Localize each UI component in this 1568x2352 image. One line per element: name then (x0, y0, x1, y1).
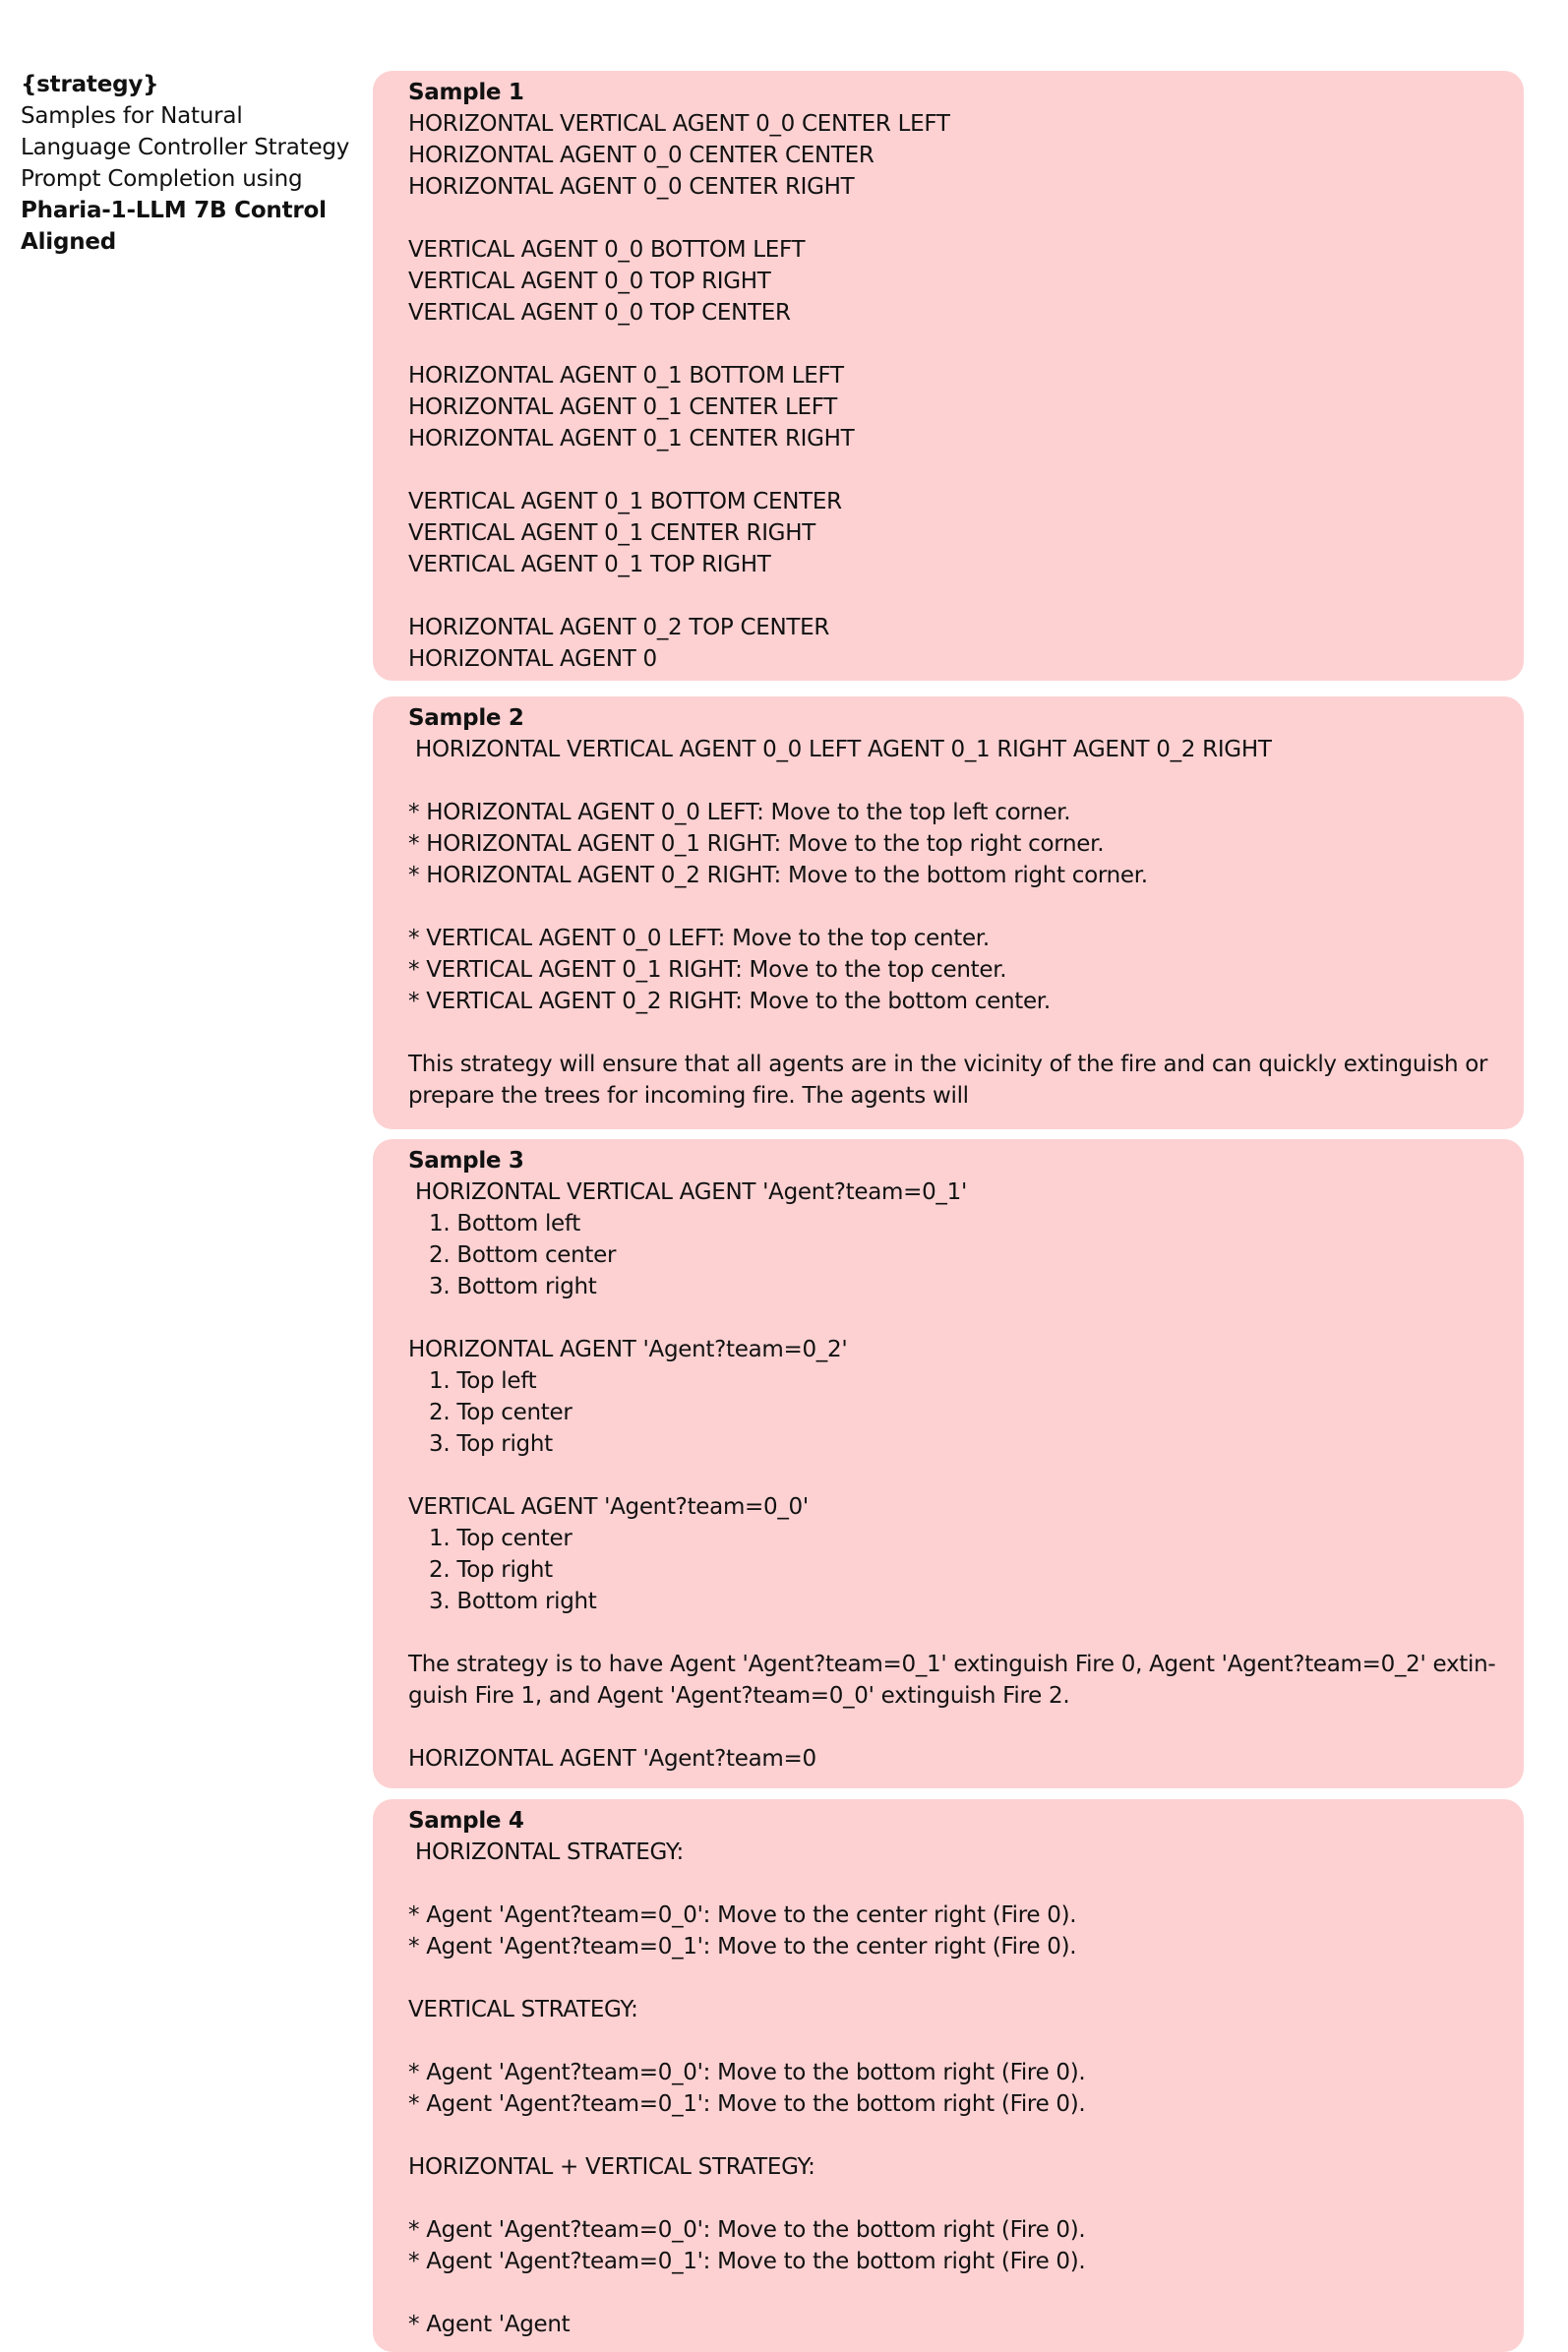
sample-line (408, 1302, 1504, 1334)
sample-line: HORIZONTAL AGENT 0_1 CENTER LEFT (408, 394, 837, 420)
sample-box-4 (373, 1799, 1524, 2352)
sample-line: HORIZONTAL AGENT 'Agent?team=0_2' (408, 1337, 848, 1362)
sample-line: VERTICAL AGENT 0_1 TOP RIGHT (408, 552, 771, 577)
sample-line: 3. Bottom right (408, 1274, 597, 1299)
sample-line: VERTICAL AGENT 'Agent?team=0_0' (408, 1494, 809, 1520)
sample-line: HORIZONTAL + VERTICAL STRATEGY: (408, 2154, 815, 2180)
sample-line (408, 203, 1504, 234)
sample-line: 1. Top center (408, 1526, 573, 1551)
sample-line: prepare the trees for incoming fire. The agents will (408, 1083, 969, 1109)
sample-line: HORIZONTAL AGENT 0_2 TOP CENTER (408, 615, 830, 640)
sample-line: 2. Bottom center (408, 1242, 617, 1268)
sample-line: VERTICAL AGENT 0_0 TOP RIGHT (408, 269, 771, 294)
sample-line: VERTICAL STRATEGY: (408, 1997, 638, 2022)
sample-line: * VERTICAL AGENT 0_2 RIGHT: Move to the bottom center. (408, 989, 1051, 1014)
sample-line: VERTICAL AGENT 0_1 BOTTOM CENTER (408, 489, 842, 514)
sample-line: 3. Bottom right (408, 1589, 597, 1614)
sample-line: The strategy is to have Agent 'Agent?team=0_1' extinguish Fire 0, Agent 'Agent?team=0_2' extin- (408, 1652, 1496, 1677)
caption-line: Aligned (21, 229, 117, 255)
sample-line (408, 1460, 1504, 1491)
sample-title: Sample 4 (408, 1808, 524, 1834)
sample-line: HORIZONTAL AGENT 0_0 CENTER CENTER (408, 143, 874, 168)
caption-line: Prompt Completion using (21, 166, 303, 192)
sample-line (408, 454, 1504, 486)
sample-line: 2. Top center (408, 1400, 573, 1425)
sample-line: * HORIZONTAL AGENT 0_1 RIGHT: Move to the top right corner. (408, 831, 1105, 857)
sample-title: Sample 3 (408, 1148, 524, 1174)
sample-box-2 (373, 696, 1524, 1129)
caption-line: Samples for Natural (21, 103, 243, 129)
sample-line: 1. Top left (408, 1368, 537, 1394)
sample-line: HORIZONTAL AGENT 0_1 CENTER RIGHT (408, 426, 855, 452)
sample-line (408, 1962, 1504, 1994)
sample-line: * VERTICAL AGENT 0_0 LEFT: Move to the top center. (408, 926, 990, 951)
sample-line: * Agent 'Agent?team=0_0': Move to the bottom right (Fire 0). (408, 2060, 1086, 2085)
sample-line: 3. Top right (408, 1431, 553, 1457)
sample-line (408, 580, 1504, 612)
sample-line: * Agent 'Agent?team=0_1': Move to the bottom right (Fire 0). (408, 2091, 1086, 2117)
sample-line: 1. Bottom left (408, 1211, 581, 1236)
sample-line (408, 2025, 1504, 2057)
sample-box-1 (373, 71, 1524, 681)
sample-line: * Agent 'Agent?team=0_0': Move to the center right (Fire 0). (408, 1902, 1077, 1928)
sample-line: HORIZONTAL STRATEGY: (408, 1839, 685, 1865)
sample-line: * Agent 'Agent?team=0_1': Move to the bottom right (Fire 0). (408, 2249, 1086, 2274)
sample-line: * HORIZONTAL AGENT 0_2 RIGHT: Move to the bottom right corner. (408, 863, 1148, 888)
sample-line (408, 1868, 1504, 1900)
sample-box-3 (373, 1139, 1524, 1788)
sample-line: VERTICAL AGENT 0_0 TOP CENTER (408, 300, 791, 326)
sample-line: * Agent 'Agent?team=0_0': Move to the bottom right (Fire 0). (408, 2217, 1086, 2243)
sample-line (408, 2120, 1504, 2151)
sample-title: Sample 1 (408, 80, 524, 105)
sample-line: VERTICAL AGENT 0_0 BOTTOM LEFT (408, 237, 806, 263)
caption-line: Pharia-1-LLM 7B Control (21, 198, 327, 223)
caption-line: Language Controller Strategy (21, 135, 350, 160)
sample-line: * Agent 'Agent?team=0_1': Move to the center right (Fire 0). (408, 1934, 1077, 1960)
sample-line: HORIZONTAL AGENT 'Agent?team=0 (408, 1746, 816, 1772)
sample-line: HORIZONTAL VERTICAL AGENT 0_0 LEFT AGENT 0_1 RIGHT AGENT 0_2 RIGHT (408, 737, 1272, 762)
sample-line (408, 1017, 1504, 1049)
sample-line (408, 891, 1504, 923)
sample-line (408, 329, 1504, 360)
caption-line: {strategy} (21, 72, 159, 97)
sample-line (408, 1712, 1504, 1743)
sample-line: guish Fire 1, and Agent 'Agent?team=0_0' extinguish Fire 2. (408, 1683, 1070, 1709)
sample-line: HORIZONTAL VERTICAL AGENT 'Agent?team=0_1' (408, 1179, 967, 1205)
sample-title: Sample 2 (408, 705, 524, 731)
figure-caption (21, 69, 355, 258)
sample-line: This strategy will ensure that all agents are in the vicinity of the fire and can quickly extinguish or (408, 1052, 1488, 1077)
sample-line (408, 1617, 1504, 1649)
sample-line: 2. Top right (408, 1557, 553, 1583)
sample-line (408, 2183, 1504, 2214)
sample-line: HORIZONTAL AGENT 0_0 CENTER RIGHT (408, 174, 855, 200)
sample-line (408, 765, 1504, 797)
sample-line: HORIZONTAL AGENT 0_1 BOTTOM LEFT (408, 363, 844, 389)
sample-line: HORIZONTAL AGENT 0 (408, 646, 657, 672)
sample-line: * VERTICAL AGENT 0_1 RIGHT: Move to the top center. (408, 957, 1007, 983)
sample-line (408, 2277, 1504, 2309)
sample-line: HORIZONTAL VERTICAL AGENT 0_0 CENTER LEFT (408, 111, 950, 137)
sample-line: * Agent 'Agent (408, 2312, 571, 2337)
sample-line: VERTICAL AGENT 0_1 CENTER RIGHT (408, 520, 815, 546)
sample-line: * HORIZONTAL AGENT 0_0 LEFT: Move to the top left corner. (408, 800, 1071, 825)
